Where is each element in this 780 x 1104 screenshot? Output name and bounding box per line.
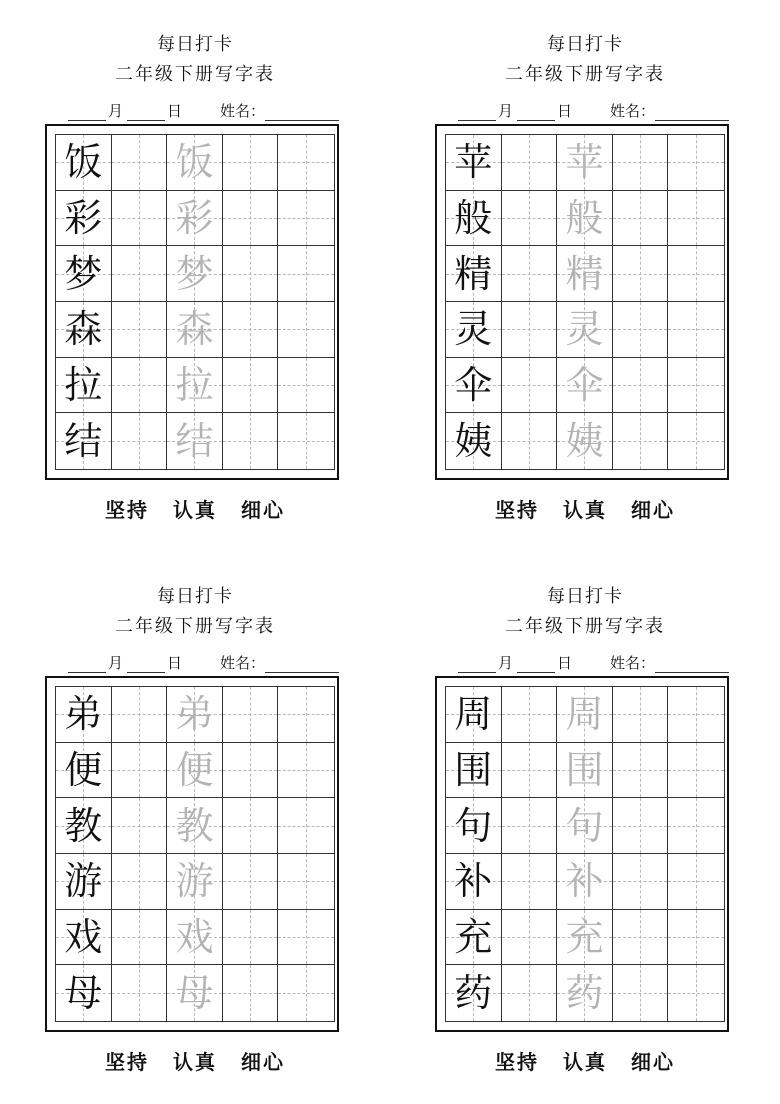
writing-cell[interactable]	[668, 798, 724, 854]
motto	[390, 1046, 780, 1075]
writing-grid-frame	[45, 124, 339, 480]
model-character: 伞	[454, 362, 493, 407]
writing-cell[interactable]	[613, 854, 669, 910]
writing-cell[interactable]	[668, 246, 724, 302]
writing-cell[interactable]	[613, 743, 669, 799]
writing-cell[interactable]	[278, 135, 334, 191]
writing-cell[interactable]	[502, 687, 558, 743]
trace-character: 森	[175, 307, 214, 352]
model-character: 彩	[64, 195, 103, 240]
writing-cell[interactable]	[223, 687, 279, 743]
sheet-subtitle: 二年级下册写字表	[115, 64, 275, 85]
trace-character: 充	[565, 914, 604, 959]
writing-cell[interactable]	[278, 854, 334, 910]
day-label: 日	[557, 654, 573, 672]
writing-cell[interactable]	[502, 302, 558, 358]
practice-sheet-3	[0, 552, 390, 1104]
writing-cell[interactable]	[56, 246, 112, 302]
model-character: 拉	[64, 362, 103, 407]
model-character: 便	[64, 747, 103, 792]
model-character: 森	[64, 307, 103, 352]
model-character: 梦	[64, 251, 103, 296]
writing-cell[interactable]	[557, 135, 613, 191]
name-label: 姓名：	[220, 102, 266, 120]
writing-cell[interactable]	[278, 798, 334, 854]
writing-cell[interactable]	[223, 135, 279, 191]
writing-cell[interactable]	[446, 135, 502, 191]
model-character: 灵	[454, 307, 493, 352]
model-character: 饭	[64, 140, 103, 185]
trace-character: 药	[565, 971, 604, 1016]
writing-cell[interactable]	[223, 798, 279, 854]
trace-character: 教	[175, 803, 214, 848]
motto-persist: 坚持	[105, 498, 149, 522]
writing-cell[interactable]	[613, 965, 669, 1021]
writing-cell[interactable]	[56, 910, 112, 966]
writing-cell[interactable]	[557, 246, 613, 302]
writing-cell[interactable]	[56, 743, 112, 799]
writing-cell[interactable]	[668, 854, 724, 910]
model-character: 补	[454, 859, 493, 904]
trace-character: 梦	[175, 251, 214, 296]
writing-cell[interactable]	[668, 743, 724, 799]
writing-cell[interactable]	[446, 965, 502, 1021]
trace-character: 围	[565, 747, 604, 792]
motto-earnest: 认真	[563, 1050, 607, 1074]
trace-character: 句	[565, 803, 604, 848]
month-label: 月	[108, 102, 124, 120]
model-character: 游	[64, 859, 103, 904]
trace-character: 精	[565, 251, 604, 296]
writing-cell[interactable]	[446, 413, 502, 469]
writing-cell[interactable]	[502, 413, 558, 469]
motto-persist: 坚持	[495, 1050, 539, 1074]
trace-character: 补	[565, 859, 604, 904]
writing-cell[interactable]	[668, 135, 724, 191]
writing-cell[interactable]	[613, 302, 669, 358]
day-label: 日	[167, 102, 183, 120]
writing-cell[interactable]	[668, 687, 724, 743]
day-blank[interactable]	[127, 656, 165, 673]
writing-cell[interactable]	[502, 854, 558, 910]
writing-cell[interactable]	[112, 743, 168, 799]
writing-cell[interactable]	[502, 910, 558, 966]
writing-cell[interactable]	[167, 743, 223, 799]
writing-cell[interactable]	[167, 246, 223, 302]
writing-cell[interactable]	[278, 743, 334, 799]
model-character: 药	[454, 971, 493, 1016]
writing-cell[interactable]	[557, 743, 613, 799]
date-name-line	[68, 100, 358, 122]
writing-cell[interactable]	[167, 302, 223, 358]
writing-cell[interactable]	[112, 910, 168, 966]
writing-cell[interactable]	[56, 135, 112, 191]
writing-cell[interactable]	[112, 302, 168, 358]
month-blank[interactable]	[68, 656, 106, 673]
writing-cell[interactable]	[112, 246, 168, 302]
trace-character: 结	[175, 419, 214, 464]
writing-cell[interactable]	[56, 798, 112, 854]
model-character: 苹	[454, 140, 493, 185]
trace-character: 便	[175, 747, 214, 792]
writing-cell[interactable]	[668, 302, 724, 358]
writing-cell[interactable]	[613, 246, 669, 302]
writing-cell[interactable]	[56, 687, 112, 743]
writing-cell[interactable]	[167, 687, 223, 743]
writing-grid	[445, 134, 725, 470]
writing-cell[interactable]	[56, 191, 112, 247]
writing-cell[interactable]	[278, 191, 334, 247]
writing-cell[interactable]	[112, 687, 168, 743]
writing-cell[interactable]	[112, 413, 168, 469]
writing-cell[interactable]	[613, 135, 669, 191]
day-label: 日	[557, 102, 573, 120]
writing-cell[interactable]	[56, 413, 112, 469]
motto	[390, 494, 780, 523]
writing-cell[interactable]	[502, 135, 558, 191]
writing-cell[interactable]	[557, 191, 613, 247]
writing-cell[interactable]	[446, 358, 502, 414]
writing-cell[interactable]	[278, 910, 334, 966]
month-blank[interactable]	[458, 656, 496, 673]
writing-cell[interactable]	[278, 965, 334, 1021]
writing-cell[interactable]	[167, 910, 223, 966]
writing-cell[interactable]	[557, 358, 613, 414]
day-blank[interactable]	[127, 104, 165, 121]
writing-grid	[445, 686, 725, 1022]
day-label: 日	[167, 654, 183, 672]
sheet-subtitle: 二年级下册写字表	[505, 64, 665, 85]
trace-character: 弟	[175, 692, 214, 737]
month-label: 月	[498, 654, 514, 672]
month-blank[interactable]	[68, 104, 106, 121]
trace-character: 般	[565, 195, 604, 240]
model-character: 教	[64, 803, 103, 848]
writing-cell[interactable]	[223, 358, 279, 414]
writing-cell[interactable]	[112, 798, 168, 854]
model-character: 姨	[454, 419, 493, 464]
writing-cell[interactable]	[613, 358, 669, 414]
writing-cell[interactable]	[112, 135, 168, 191]
motto-persist: 坚持	[495, 498, 539, 522]
month-label: 月	[108, 654, 124, 672]
model-character: 母	[64, 971, 103, 1016]
name-label: 姓名：	[610, 102, 656, 120]
writing-cell[interactable]	[56, 302, 112, 358]
writing-cell[interactable]	[668, 191, 724, 247]
writing-cell[interactable]	[502, 798, 558, 854]
writing-cell[interactable]	[446, 798, 502, 854]
motto-earnest: 认真	[563, 498, 607, 522]
motto-careful: 细心	[631, 498, 675, 522]
date-name-line	[458, 100, 748, 122]
date-name-line	[68, 652, 358, 674]
name-blank[interactable]	[265, 104, 339, 121]
trace-character: 戏	[175, 914, 214, 959]
name-blank[interactable]	[265, 656, 339, 673]
writing-cell[interactable]	[446, 854, 502, 910]
writing-cell[interactable]	[278, 413, 334, 469]
trace-character: 苹	[565, 140, 604, 185]
writing-cell[interactable]	[668, 965, 724, 1021]
model-character: 般	[454, 195, 493, 240]
writing-cell[interactable]	[557, 854, 613, 910]
sheet-title: 每日打卡	[547, 34, 623, 55]
writing-cell[interactable]	[223, 191, 279, 247]
writing-cell[interactable]	[502, 246, 558, 302]
model-character: 周	[454, 692, 493, 737]
writing-cell[interactable]	[557, 302, 613, 358]
trace-character: 拉	[175, 362, 214, 407]
writing-cell[interactable]	[112, 358, 168, 414]
motto-persist: 坚持	[105, 1050, 149, 1074]
writing-cell[interactable]	[446, 743, 502, 799]
writing-cell[interactable]	[167, 965, 223, 1021]
sheet-title: 每日打卡	[157, 34, 233, 55]
practice-sheet-4	[390, 552, 780, 1104]
writing-cell[interactable]	[223, 743, 279, 799]
writing-cell[interactable]	[167, 413, 223, 469]
name-blank[interactable]	[655, 656, 729, 673]
writing-cell[interactable]	[112, 854, 168, 910]
writing-cell[interactable]	[167, 358, 223, 414]
writing-cell[interactable]	[223, 910, 279, 966]
name-label: 姓名：	[610, 654, 656, 672]
writing-cell[interactable]	[112, 965, 168, 1021]
model-character: 弟	[64, 692, 103, 737]
writing-grid-frame	[435, 676, 729, 1032]
writing-grid-frame	[435, 124, 729, 480]
writing-cell[interactable]	[502, 965, 558, 1021]
writing-cell[interactable]	[557, 687, 613, 743]
writing-cell[interactable]	[613, 413, 669, 469]
trace-character: 伞	[565, 362, 604, 407]
trace-character: 饭	[175, 140, 214, 185]
writing-cell[interactable]	[557, 965, 613, 1021]
model-character: 精	[454, 251, 493, 296]
writing-cell[interactable]	[557, 910, 613, 966]
writing-cell[interactable]	[278, 302, 334, 358]
motto	[0, 494, 390, 523]
writing-cell[interactable]	[56, 854, 112, 910]
sheet-title: 每日打卡	[157, 586, 233, 607]
sheet-subtitle: 二年级下册写字表	[115, 616, 275, 637]
name-label: 姓名：	[220, 654, 266, 672]
writing-cell[interactable]	[668, 358, 724, 414]
model-character: 围	[454, 747, 493, 792]
writing-cell[interactable]	[167, 854, 223, 910]
writing-cell[interactable]	[446, 687, 502, 743]
sheet-title: 每日打卡	[547, 586, 623, 607]
motto-earnest: 认真	[173, 498, 217, 522]
writing-cell[interactable]	[56, 965, 112, 1021]
model-character: 充	[454, 914, 493, 959]
writing-cell[interactable]	[502, 191, 558, 247]
writing-cell[interactable]	[557, 798, 613, 854]
writing-cell[interactable]	[446, 302, 502, 358]
writing-cell[interactable]	[56, 358, 112, 414]
motto	[0, 1046, 390, 1075]
motto-earnest: 认真	[173, 1050, 217, 1074]
writing-cell[interactable]	[668, 413, 724, 469]
writing-cell[interactable]	[167, 135, 223, 191]
model-character: 结	[64, 419, 103, 464]
name-blank[interactable]	[655, 104, 729, 121]
practice-sheet-2	[390, 0, 780, 552]
writing-cell[interactable]	[278, 246, 334, 302]
writing-cell[interactable]	[613, 798, 669, 854]
trace-character: 灵	[565, 307, 604, 352]
model-character: 戏	[64, 914, 103, 959]
day-blank[interactable]	[517, 656, 555, 673]
writing-cell[interactable]	[112, 191, 168, 247]
writing-cell[interactable]	[613, 191, 669, 247]
trace-character: 周	[565, 692, 604, 737]
practice-sheet-1	[0, 0, 390, 552]
writing-grid	[55, 686, 335, 1022]
writing-cell[interactable]	[167, 191, 223, 247]
trace-character: 彩	[175, 195, 214, 240]
writing-cell[interactable]	[278, 687, 334, 743]
month-label: 月	[498, 102, 514, 120]
writing-cell[interactable]	[446, 910, 502, 966]
writing-cell[interactable]	[613, 910, 669, 966]
writing-cell[interactable]	[278, 358, 334, 414]
motto-careful: 细心	[241, 1050, 285, 1074]
writing-cell[interactable]	[502, 358, 558, 414]
trace-character: 游	[175, 859, 214, 904]
writing-cell[interactable]	[668, 910, 724, 966]
writing-grid-frame	[45, 676, 339, 1032]
writing-cell[interactable]	[223, 854, 279, 910]
trace-character: 母	[175, 971, 214, 1016]
writing-cell[interactable]	[613, 687, 669, 743]
writing-cell[interactable]	[446, 191, 502, 247]
writing-cell[interactable]	[502, 743, 558, 799]
writing-cell[interactable]	[557, 413, 613, 469]
motto-careful: 细心	[241, 498, 285, 522]
trace-character: 姨	[565, 419, 604, 464]
writing-grid	[55, 134, 335, 470]
motto-careful: 细心	[631, 1050, 675, 1074]
model-character: 句	[454, 803, 493, 848]
writing-cell[interactable]	[223, 302, 279, 358]
date-name-line	[458, 652, 748, 674]
day-blank[interactable]	[517, 104, 555, 121]
writing-cell[interactable]	[167, 798, 223, 854]
month-blank[interactable]	[458, 104, 496, 121]
writing-cell[interactable]	[223, 246, 279, 302]
writing-cell[interactable]	[223, 413, 279, 469]
sheet-subtitle: 二年级下册写字表	[505, 616, 665, 637]
writing-cell[interactable]	[223, 965, 279, 1021]
writing-cell[interactable]	[446, 246, 502, 302]
